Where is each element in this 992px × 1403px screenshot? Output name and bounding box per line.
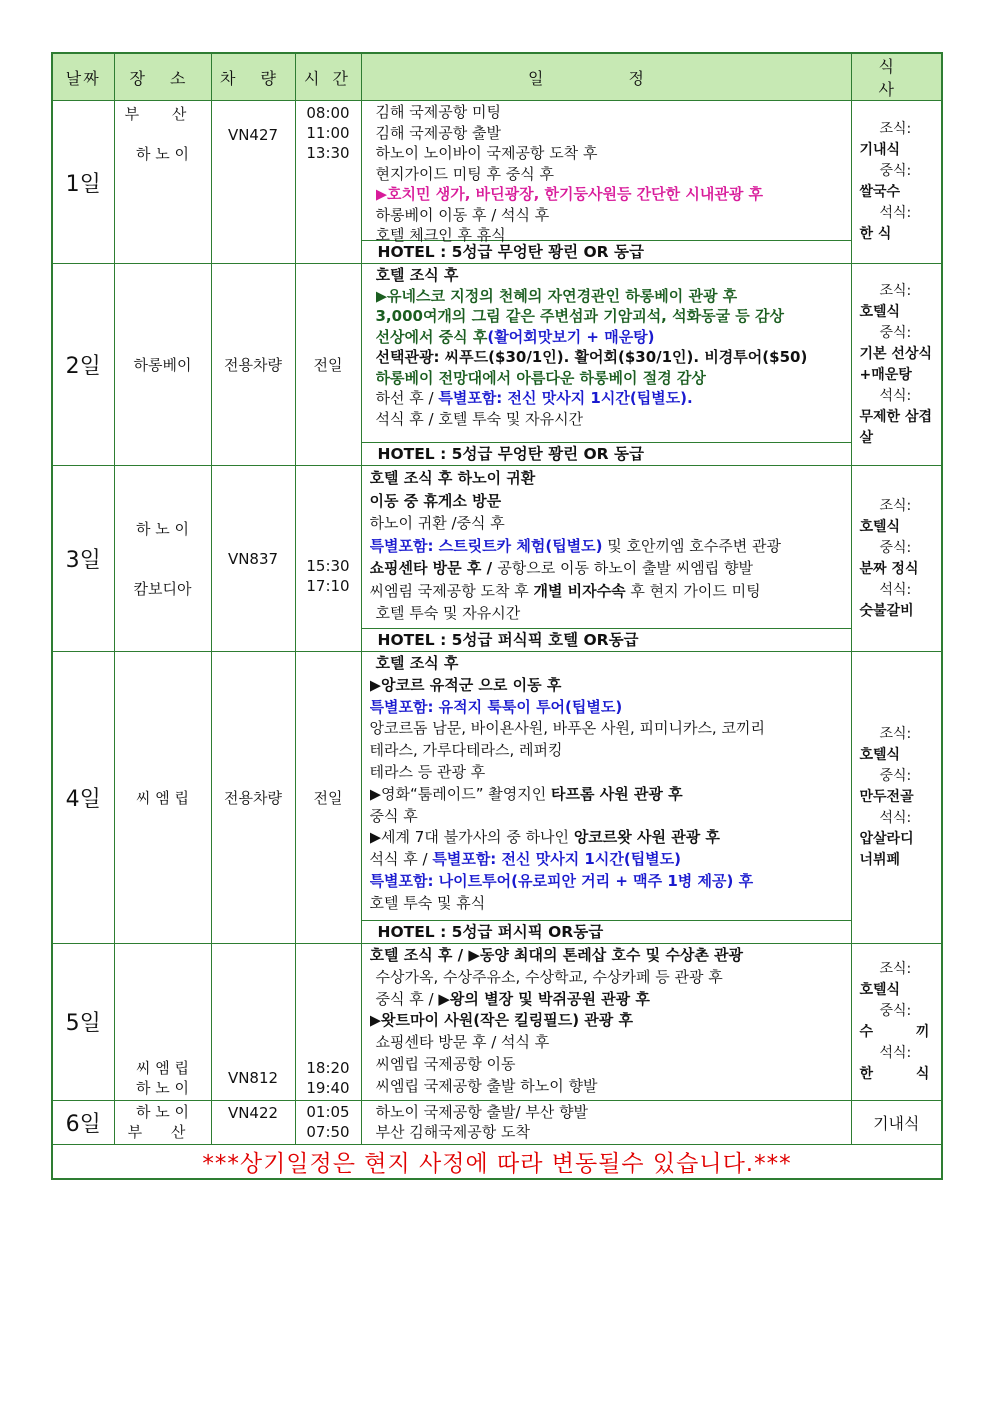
time-cell: [295, 944, 361, 1101]
time: 01:05: [306, 1103, 350, 1122]
schedule-line: 수상가옥, 수상주유소, 수상학교, 수상카페 등 관광 후: [375, 967, 723, 986]
schedule-line: [370, 580, 845, 603]
meal-label: 조식:: [879, 960, 912, 977]
header-vehicle: 차 량: [211, 53, 295, 101]
schedule-text: 특별포함: 전신 맛사지 1시간(팁별도): [432, 850, 682, 869]
vehicle: VN427: [211, 101, 295, 264]
schedule-line: 하롱베이 이동 후 / 석식 후: [375, 205, 550, 224]
meal-label: 조식:: [879, 282, 912, 299]
schedule-line: 현지가이드 미팅 후 중식 후: [375, 164, 554, 183]
meal-label: 조식:: [879, 121, 912, 137]
schedule-line: [376, 327, 845, 348]
meal-value: 기내식: [859, 142, 901, 158]
schedule-cell: [361, 264, 851, 466]
meal-label: 석식:: [879, 387, 912, 404]
schedule-cell: [361, 101, 851, 264]
schedule-line: ▶유네스코 지정의 천혜의 자연경관인 하롱베이 관광 후: [375, 286, 738, 305]
schedule-line: 하노이 국제공항 출발/ 부산 향발: [375, 1102, 588, 1121]
schedule-line: 김해 국제공항 출발: [375, 123, 501, 142]
schedule-text: 타프롬 사원 관광 후: [551, 784, 683, 803]
schedule-text: (활어회맛보기 + 매운탕): [487, 327, 655, 346]
hotel-info: HOTEL : 5성급 무엉탄 꽝린 OR 동급: [362, 442, 851, 465]
meal-label: 석식:: [879, 1044, 912, 1061]
schedule-line: 석식 후 / 호텔 투숙 및 자유시간: [375, 409, 584, 428]
meal-value: 호텔식: [859, 747, 901, 763]
schedule-line: 테라스, 가루다테라스, 레퍼킹: [369, 741, 563, 760]
time-cell: [295, 1100, 361, 1144]
day-row-3: [52, 466, 942, 652]
schedule-line: 김해 국제공항 미팅: [375, 103, 501, 121]
meal-label: 조식:: [879, 726, 912, 742]
time: 11:00: [306, 124, 350, 142]
time: 전일: [295, 264, 361, 466]
day-row-2: [52, 264, 942, 466]
meal-value: 무제한 삼겹살: [859, 408, 932, 446]
time: 15:30: [306, 556, 350, 575]
place-cell: [114, 944, 211, 1101]
schedule-cell: [361, 944, 851, 1101]
place-name: 하 노 이: [135, 1103, 189, 1122]
place-cell: [114, 101, 211, 264]
meal-value: 기본 선상식+매운탕: [859, 345, 932, 383]
day-row-5: [52, 944, 942, 1101]
schedule-line: 호텔 투숙 및 자유시간: [375, 604, 521, 622]
schedule-line: [370, 827, 845, 849]
place-name: 씨 엠 립: [135, 1058, 189, 1077]
hotel-info: HOTEL : 5성급 퍼시픽 OR동급: [362, 920, 851, 943]
schedule-line: 호텔 조식 후 하노이 귀환: [369, 469, 536, 487]
vehicle: 전용차량: [211, 264, 295, 466]
schedule-line: 부산 김해국제공항 도착: [375, 1122, 530, 1141]
header-meal: 식 사: [851, 53, 942, 101]
schedule-cell: [361, 466, 851, 652]
schedule-text: 씨엠림 국제공항 도착 후: [369, 581, 534, 600]
schedule-text: 후 현지 가이드 미팅: [625, 581, 761, 600]
meal-value: 한 식: [859, 1065, 930, 1082]
schedule-change-notice: ***상기일정은 현지 사정에 따라 변동될수 있습니다.***: [52, 1144, 942, 1179]
place-name: 하 노 이: [135, 519, 189, 538]
day-label: 5일: [52, 944, 114, 1101]
place-name: 하롱베이: [114, 264, 211, 466]
header-time: 시 간: [295, 53, 361, 101]
header-row: [52, 53, 942, 101]
day-row-1: [52, 101, 942, 264]
itinerary-table: [51, 52, 943, 1180]
schedule-text: 선상에서 중식 후: [375, 327, 488, 346]
place-name: 하 노 이: [135, 1078, 189, 1097]
vehicle: VN812: [211, 944, 295, 1101]
schedule-line: 쇼핑센타 방문 후 / 석식 후: [375, 1033, 550, 1052]
meal-cell: [851, 466, 942, 652]
schedule-line: ▶앙코르 유적군 으로 이동 후: [369, 675, 562, 694]
schedule-text: ▶왕의 별장 및 박쥐공원 관광 후: [438, 989, 650, 1008]
time: 07:50: [306, 1123, 350, 1142]
schedule-line: 선택관광: 씨푸드($30/1인). 활어회($30/1인). 비경투어($50): [375, 348, 808, 366]
schedule-text: 및 호안끼엠 호수주변 관광: [602, 536, 781, 555]
day-label: 2일: [52, 264, 114, 466]
day-label: 6일: [52, 1100, 114, 1144]
meal-label: 중식:: [879, 539, 912, 556]
schedule-text: 쇼핑센타 방문 후 /: [369, 559, 498, 577]
schedule-text: 하선 후 /: [375, 389, 439, 407]
schedule-line: 하노이 귀환 /중식 후: [369, 514, 505, 532]
meal-cell: [851, 652, 942, 944]
vehicle: 전용차량: [211, 652, 295, 944]
schedule-text: 석식 후 /: [369, 850, 433, 869]
meal-value: 분짜 정식: [859, 560, 919, 577]
schedule-text: 특별포함: 전신 맛사지 1시간(팁별도).: [438, 389, 693, 407]
place-name: [115, 124, 211, 144]
schedule-line: [370, 784, 845, 806]
schedule-line: 이동 중 휴게소 방문: [369, 491, 502, 510]
schedule-text: 중식 후 /: [375, 989, 439, 1008]
meal-value: 기내식: [851, 1100, 942, 1144]
meal-value: 호텔식: [859, 518, 901, 535]
schedule-line: 호텔 조식 후 / ▶동양 최대의 톤레삽 호수 및 수상촌 관광: [369, 946, 744, 964]
place-name: 부 산: [127, 1123, 198, 1142]
meal-label: 석식:: [879, 205, 912, 221]
schedule-line: 씨엠립 국제공항 출발 하노이 향발: [375, 1076, 598, 1095]
day-row-6: [52, 1100, 942, 1144]
meal-label: 석식:: [879, 581, 912, 598]
vehicle: VN422: [211, 1100, 295, 1144]
meal-value: 만두전골: [859, 789, 914, 805]
meal-value: 숫불갈비: [859, 602, 914, 619]
notice-row: [52, 1144, 942, 1179]
schedule-line: 특별포함: 유적지 툭툭이 투어(팁별도): [369, 697, 623, 716]
schedule-line: ▶왓트마이 사원(작은 킬링필드) 관광 후: [369, 1011, 633, 1030]
place-name: 부 산: [124, 105, 201, 123]
meal-cell: [851, 101, 942, 264]
schedule-text: 앙코르왓 사원 관광 후: [573, 828, 720, 847]
schedule-line: 하노이 노이바이 국제공항 도착 후: [375, 144, 598, 162]
schedule-line: 3,000여개의 그림 같은 주변섬과 기암괴석, 석화동굴 등 감상: [375, 307, 784, 325]
place-name: 하 노 이: [135, 145, 189, 163]
meal-cell: [851, 264, 942, 466]
schedule-text: 개별 비자수속: [533, 581, 626, 600]
meal-label: 중식:: [879, 768, 912, 784]
schedule-text: 특별포함: 스트릿트카 체험(팁별도): [369, 536, 603, 555]
schedule-line: 호텔 투숙 및 휴식: [369, 893, 486, 912]
place-cell: [114, 1100, 211, 1144]
vehicle: VN837: [211, 466, 295, 652]
header-place: 장 소: [114, 53, 211, 101]
schedule-text: ▶세계 7대 불가사의 중 하나인: [369, 828, 574, 847]
schedule-text: 공항으로 이동 하노이 출발 씨엠립 향발: [497, 559, 753, 577]
schedule-line: 테라스 등 관광 후: [369, 762, 486, 781]
meal-cell: [851, 944, 942, 1101]
time: 13:30: [306, 144, 350, 162]
place-name: 씨 엠 립: [114, 652, 211, 944]
meal-value: 호텔식: [859, 981, 901, 998]
header-date: 날짜: [52, 53, 114, 101]
meal-label: 중식:: [879, 324, 912, 341]
place-name: 캄보디아: [133, 579, 192, 598]
header-schedule: 일 정: [361, 53, 851, 101]
place-name: [115, 539, 211, 579]
time: 17:10: [306, 576, 350, 595]
schedule-line: [376, 388, 845, 409]
time: 전일: [295, 652, 361, 944]
meal-value: 호텔식: [859, 303, 901, 320]
hotel-info: HOTEL : 5성급 무엉탄 꽝린 OR 동급: [362, 240, 851, 263]
schedule-line: [370, 849, 845, 871]
schedule-line: 호텔 체크인 후 휴식: [375, 226, 506, 244]
meal-value: 한 식: [859, 226, 892, 242]
meal-value: 압살라디너뷔페: [859, 831, 914, 868]
meal-value: 수 끼: [859, 1023, 930, 1040]
schedule-line: 호텔 조식 후: [375, 654, 459, 672]
meal-value: 쌀국수: [859, 184, 901, 200]
day-label: 3일: [52, 466, 114, 652]
place-cell: [114, 466, 211, 652]
day-row-4: [52, 652, 942, 944]
meal-label: 중식:: [879, 163, 912, 179]
time-cell: [295, 101, 361, 264]
schedule-line: 앙코르돔 남문, 바이욘사원, 바푸온 사원, 피미니카스, 코끼리: [369, 719, 765, 738]
schedule-line: 씨엠립 국제공항 이동: [375, 1054, 516, 1073]
schedule-text: ▶영화“툼레이드” 촬영지인: [369, 784, 552, 803]
day-label: 1일: [52, 101, 114, 264]
hotel-info: HOTEL : 5성급 퍼식픽 호텔 OR동급: [362, 628, 851, 651]
schedule-line: 중식 후: [369, 806, 418, 825]
schedule-line: ▶호치민 생가, 바딘광장, 한기둥사원등 간단한 시내관광 후: [375, 185, 764, 203]
time: 18:20: [306, 1058, 350, 1077]
schedule-line: [370, 557, 845, 580]
day-label: 4일: [52, 652, 114, 944]
time-cell: [295, 466, 361, 652]
schedule-line: 호텔 조식 후: [375, 266, 459, 284]
time: 19:40: [306, 1078, 350, 1097]
schedule-line: 특별포함: 나이트투어(유로피안 거리 + 맥주 1병 제공) 후: [369, 871, 754, 890]
schedule-line: 하롱베이 전망대에서 아름다운 하롱베이 절경 감상: [375, 368, 706, 387]
meal-label: 조식:: [879, 497, 912, 514]
meal-label: 중식:: [879, 1002, 912, 1019]
schedule-cell: [361, 1100, 851, 1144]
schedule-line: [370, 535, 845, 558]
time: 08:00: [306, 104, 350, 122]
schedule-cell: [361, 652, 851, 944]
meal-label: 석식:: [879, 810, 912, 826]
schedule-line: [370, 989, 845, 1011]
